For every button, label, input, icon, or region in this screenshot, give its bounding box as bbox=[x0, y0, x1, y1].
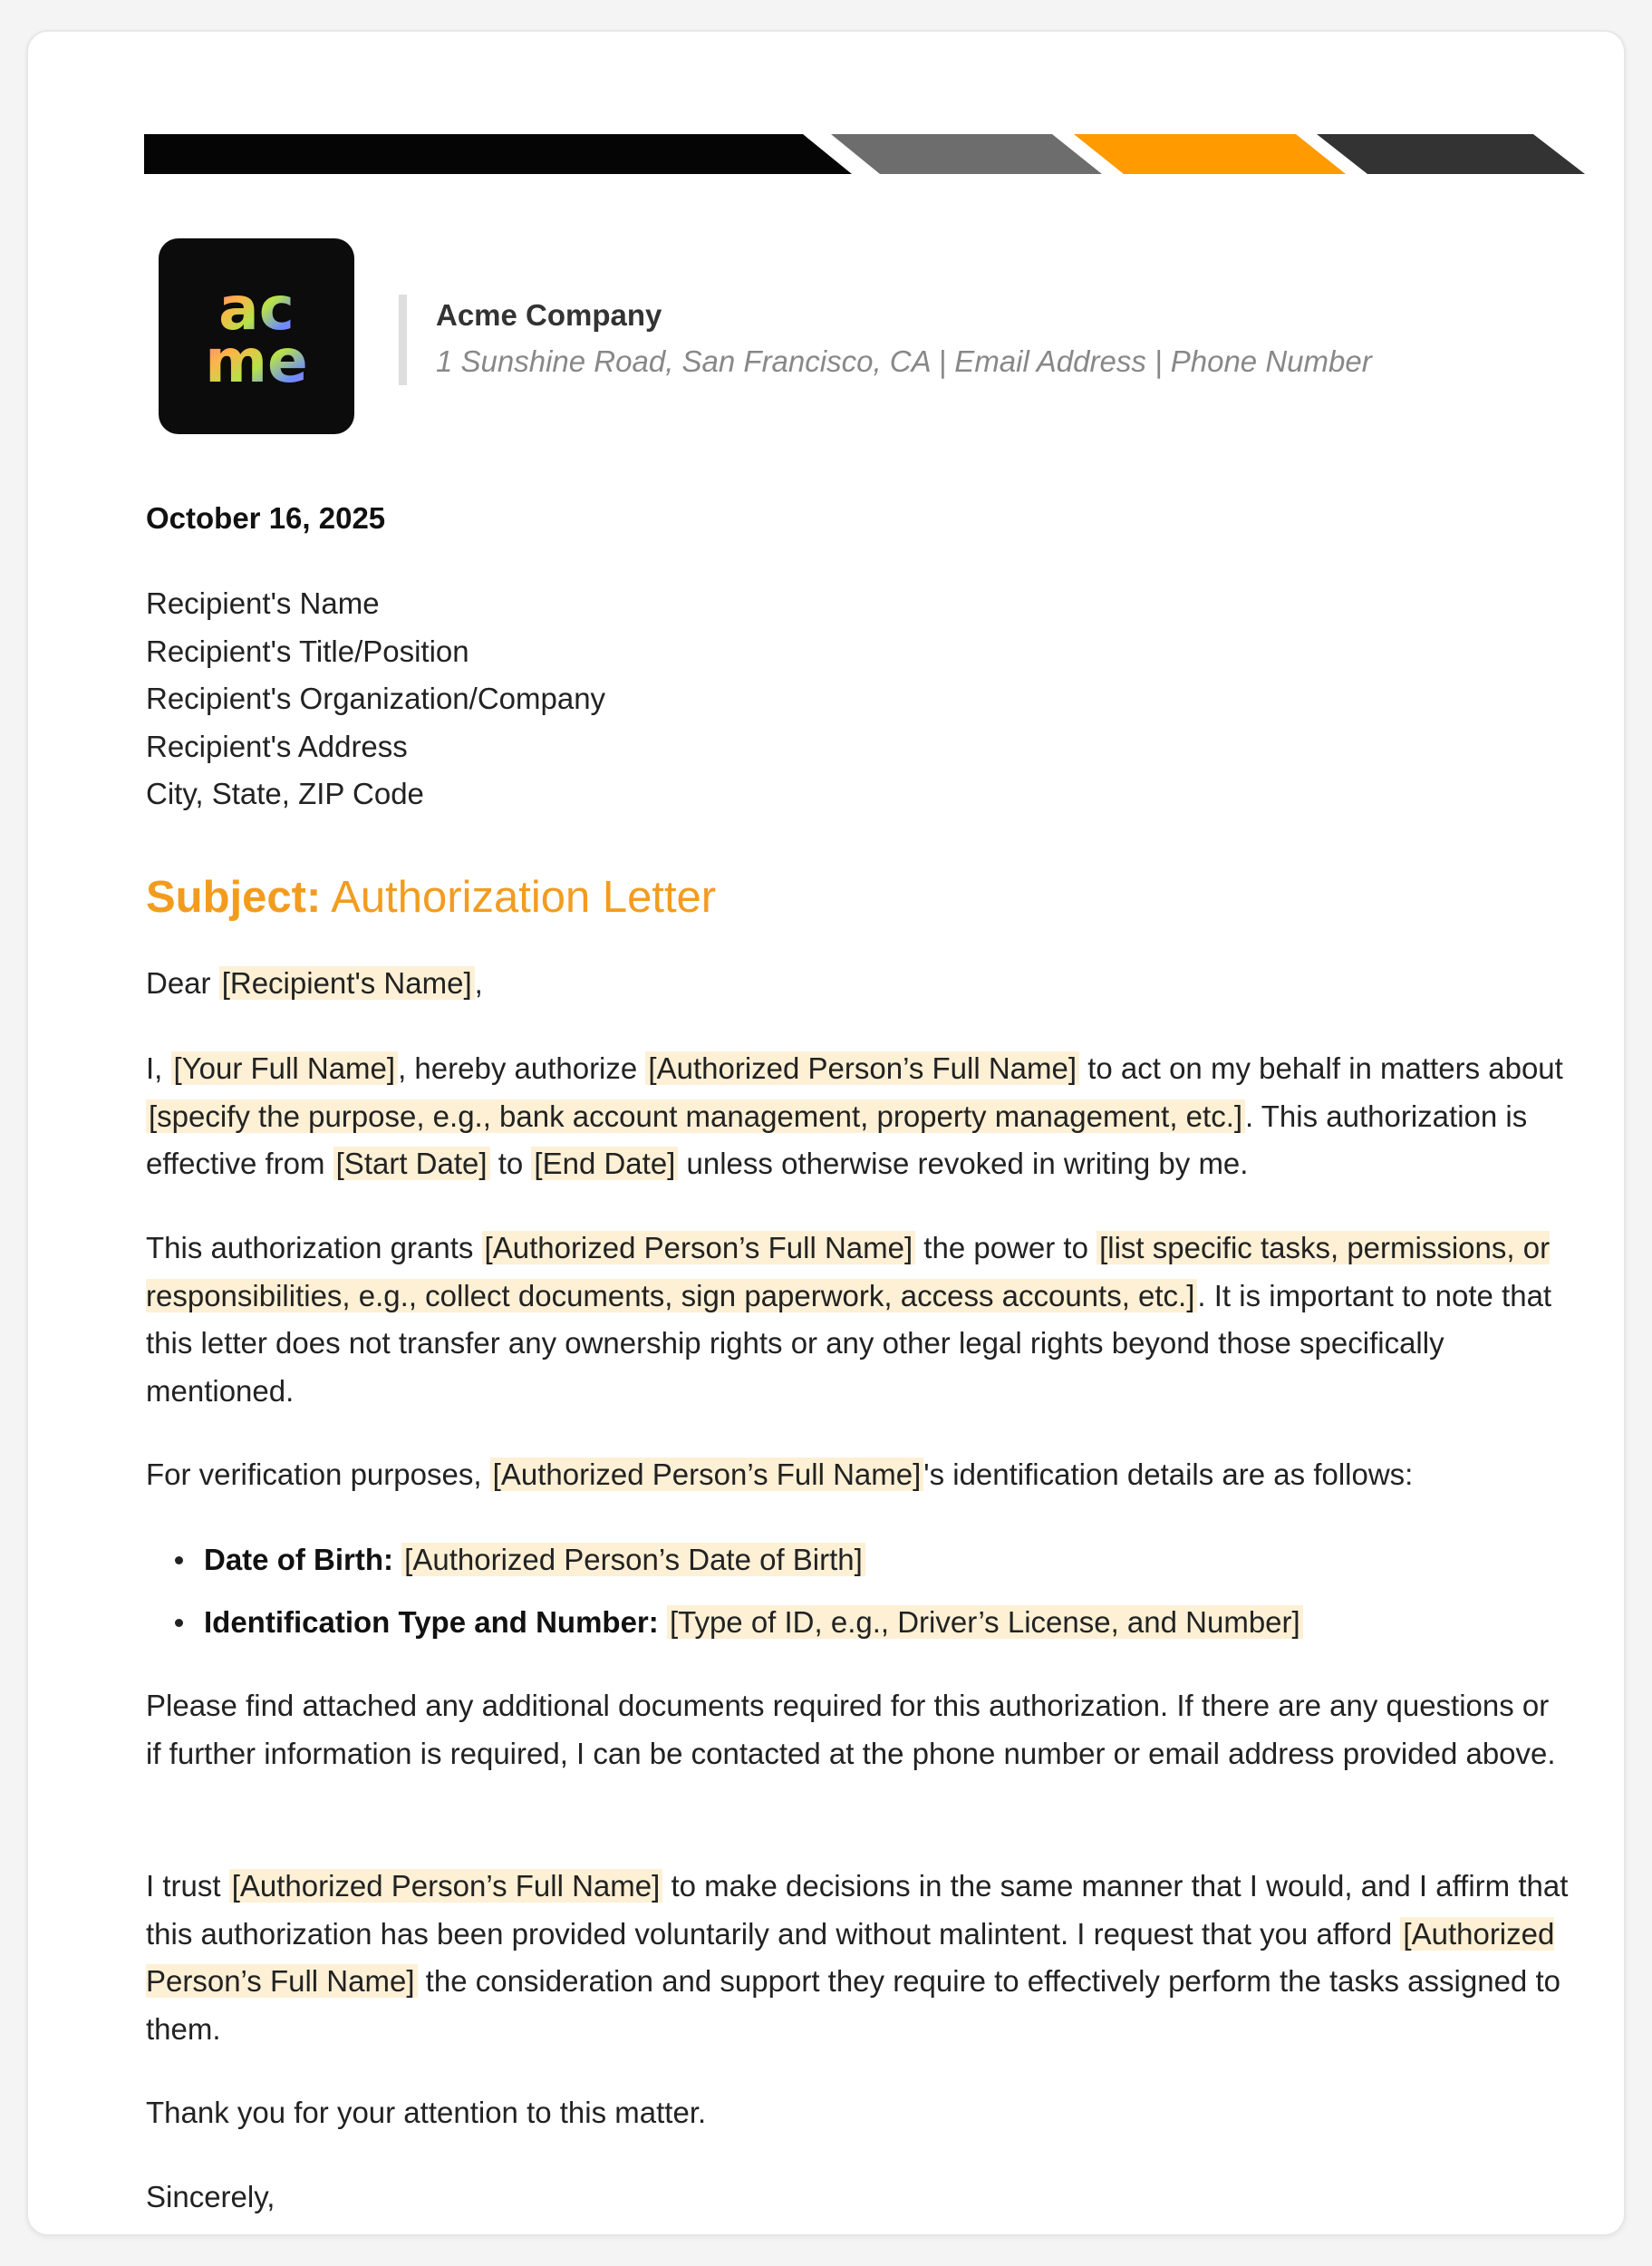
text: . This authorization is effective from bbox=[146, 1099, 1528, 1181]
subject-line bbox=[146, 872, 716, 923]
letter-page bbox=[26, 30, 1626, 2236]
placeholder-authorized-person-name: [Authorized Person’s Full Name] bbox=[645, 1051, 1079, 1085]
identification-list bbox=[146, 1536, 1569, 1661]
placeholder-authorized-person-name: [Authorized Person’s Full Name] bbox=[482, 1231, 916, 1264]
company-contact-line: 1 Sunshine Road, San Francisco, CA | Email Address | Phone Number bbox=[436, 344, 1372, 378]
text: the power to bbox=[915, 1231, 1097, 1264]
paragraph-authorization bbox=[146, 1045, 1569, 1188]
company-name: Acme Company bbox=[436, 298, 662, 332]
placeholder-your-full-name: [Your Full Name] bbox=[171, 1051, 399, 1085]
letter-date: October 16, 2025 bbox=[146, 501, 386, 535]
text: the consideration and support they require to effectively perform the tasks assigned to them. bbox=[146, 1964, 1560, 2046]
placeholder-purpose: [specify the purpose, e.g., bank account management, property management, etc.] bbox=[146, 1099, 1245, 1133]
stripe-dark-segment bbox=[1317, 134, 1585, 174]
stripe-orange-segment bbox=[1074, 134, 1346, 174]
list-item-label: Identification Type and Number: bbox=[204, 1604, 659, 1639]
recipient-name: Recipient's Name bbox=[146, 586, 380, 620]
stripe-black-segment bbox=[144, 134, 852, 174]
recipient-city-state-zip: City, State, ZIP Code bbox=[146, 777, 424, 811]
placeholder-date-of-birth: [Authorized Person’s Date of Birth] bbox=[401, 1543, 865, 1576]
closing: Sincerely, bbox=[146, 2180, 275, 2213]
text: For verification purposes, bbox=[146, 1457, 490, 1491]
placeholder-id-type-number: [Type of ID, e.g., Driver’s License, and Number] bbox=[667, 1605, 1303, 1639]
placeholder-authorized-person-name: [Authorized Person’s Full Name] bbox=[146, 1916, 1555, 1999]
placeholder-authorized-person-name: [Authorized Person’s Full Name] bbox=[229, 1869, 663, 1903]
text: 's identification details are as follows: bbox=[923, 1457, 1414, 1491]
text: to make decisions in the same manner that I would, and I affirm that this authorization has been provided voluntarily and without malintent. I request that you afford bbox=[146, 1869, 1569, 1951]
placeholder-authorized-person-name: [Authorized Person’s Full Name] bbox=[490, 1457, 924, 1491]
recipient-title: Recipient's Title/Position bbox=[146, 634, 469, 668]
text: This authorization grants bbox=[146, 1231, 482, 1264]
paragraph-thanks: Thank you for your attention to this matter. bbox=[146, 2096, 707, 2129]
paragraph-verification bbox=[146, 1451, 1569, 1499]
subject-text: Authorization Letter bbox=[321, 873, 717, 922]
text: , hereby authorize bbox=[398, 1051, 646, 1085]
list-item-label: Date of Birth: bbox=[204, 1543, 393, 1576]
logo-text-bottom: me bbox=[205, 326, 308, 396]
placeholder-end-date: [End Date] bbox=[531, 1147, 678, 1180]
text: to act on my behalf in matters about bbox=[1079, 1051, 1563, 1085]
greeting-prefix: Dear bbox=[146, 966, 219, 1000]
subject-label: Subject: bbox=[146, 873, 322, 922]
list-item-date-of-birth bbox=[146, 1536, 1569, 1584]
header-divider bbox=[399, 295, 407, 385]
recipient-address: Recipient's Address bbox=[146, 729, 408, 763]
logo-text-top: ac bbox=[218, 274, 295, 344]
placeholder-recipient-name: [Recipient's Name] bbox=[219, 966, 475, 1000]
text: to bbox=[489, 1147, 532, 1181]
paragraph-attachments: Please find attached any additional documents required for this authorization. If there are any questions or if further information is required, I can be contacted at the phone number or email address provided above. bbox=[146, 1689, 1556, 1770]
recipient-block bbox=[146, 580, 1569, 818]
text: . It is important to note that this letter does not transfer any ownership rights or any other legal rights beyond those specifically mentioned. bbox=[146, 1278, 1552, 1408]
text: unless otherwise revoked in writing by me. bbox=[678, 1147, 1249, 1181]
list-item-identification bbox=[146, 1599, 1569, 1647]
stripe-gray-segment bbox=[831, 134, 1102, 174]
recipient-organization: Recipient's Organization/Company bbox=[146, 682, 606, 716]
greeting bbox=[146, 960, 1569, 1008]
text: I trust bbox=[146, 1869, 229, 1903]
text: I, bbox=[146, 1051, 171, 1085]
placeholder-specific-tasks: [list specific tasks, permissions, or responsibilities, e.g., collect documents, sign paperwork, access accounts, etc.] bbox=[146, 1231, 1551, 1312]
company-logo bbox=[159, 238, 354, 434]
greeting-suffix: , bbox=[474, 966, 483, 1000]
header-stripe bbox=[144, 134, 1585, 174]
paragraph-powers bbox=[146, 1225, 1569, 1415]
placeholder-start-date: [Start Date] bbox=[333, 1147, 490, 1180]
paragraph-trust bbox=[146, 1863, 1569, 2053]
